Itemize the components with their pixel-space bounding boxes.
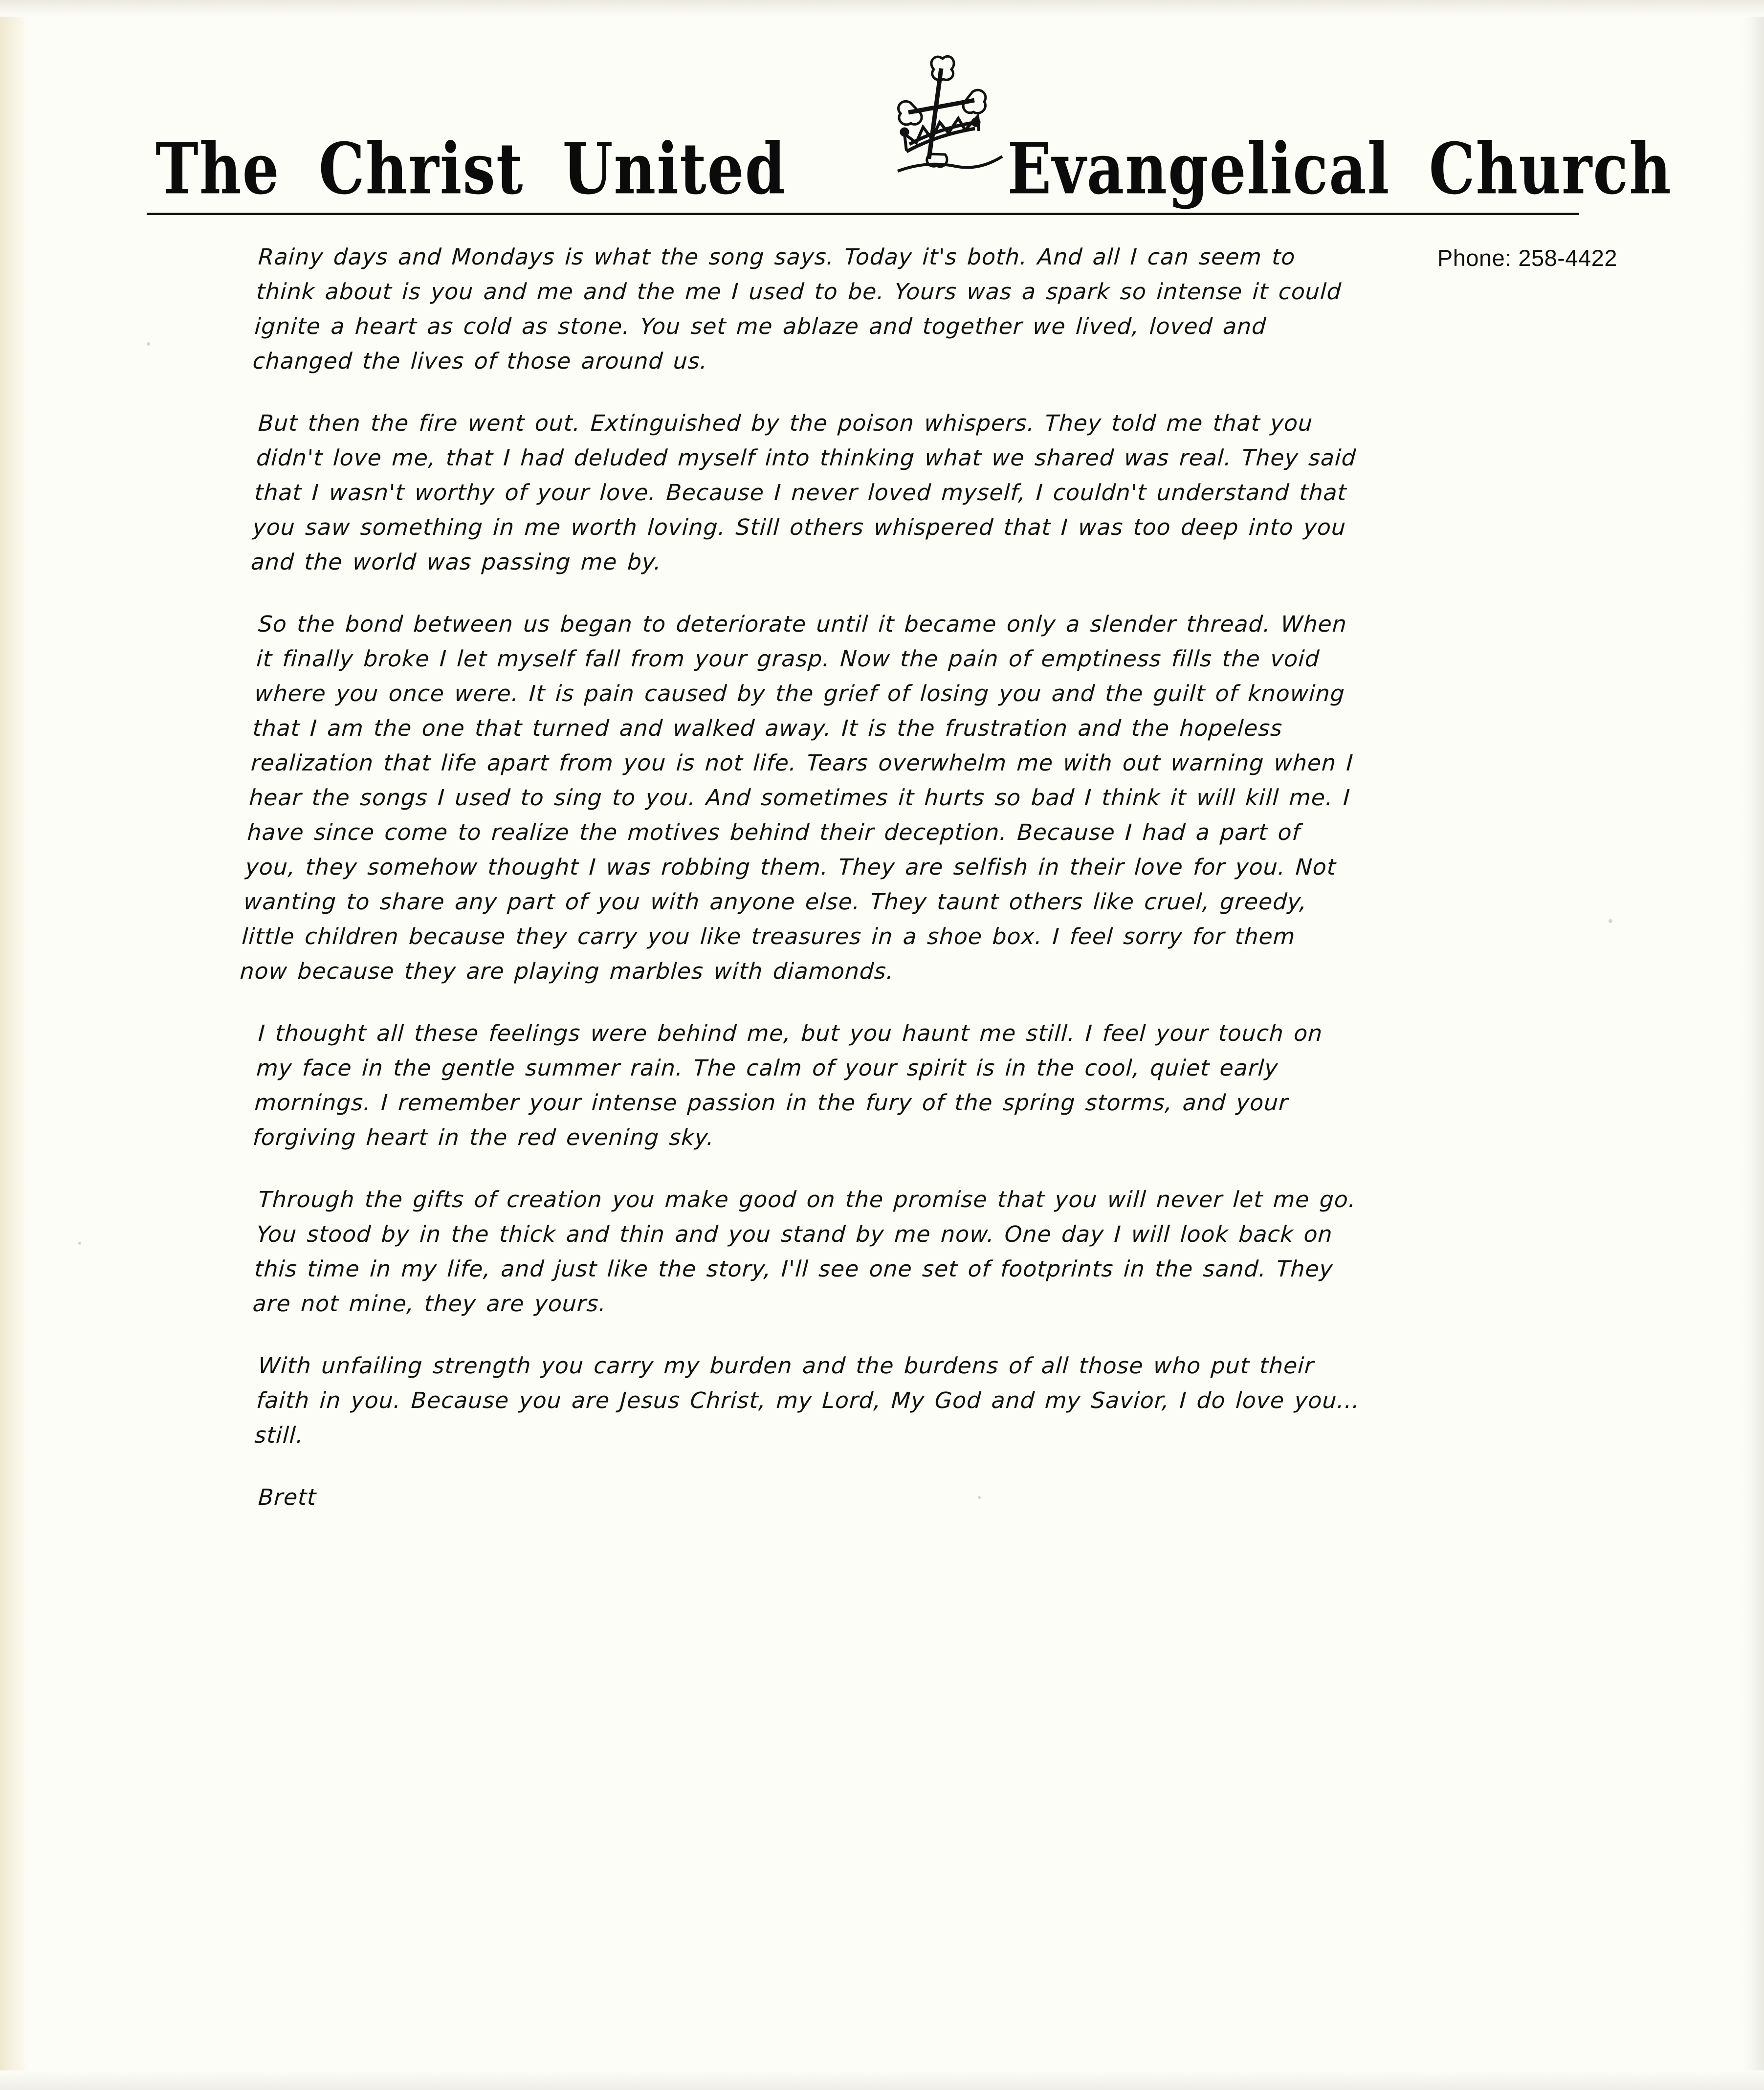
letter-paragraph: So the bond between us began to deteriorate until it became only a slender thread. When it finally broke I let myself fall from your grasp. Now the pain of emptiness fills the void where you once were. It is pain caused by the grief of losing you and the guilt of knowing that I am the one that turned and walked away. It is the frustration and the hopeless realization that life apart from you is not life. Tears overwhelm me with out warning when I hear the songs I used to sing to you. And sometimes it hurts so bad I think it will kill me. I have since come to realize the motives behind their deception. Because I had a part of you, they somehow thought I was robbing them. They are selfish in their love for you. Not wanting to share any part of you with anyone else. They taunt others like cruel, greedy, little children because they carry you like treasures in a shoe box. I feel sorry for them now because they are playing marbles with diamonds. — [239, 611, 1354, 984]
letter-paragraph: But then the fire went out. Extinguished by the poison whispers. They told me that you didn't love me, that I had deluded myself into thinking what we shared was real. They said that I wasn't worthy of your love. Because I never loved myself, I couldn't understand that you saw something in me worth loving. Still others whispered that I was too deep into you and the world was passing me by. — [250, 410, 1357, 575]
letterhead-word-2: Christ — [318, 127, 524, 210]
letter-paragraph: I thought all these feelings were behind me, but you haunt me still. I feel your touch on my face in the gentle summer rain. The calm of your spirit is in the cool, quiet early mornings. I remember your intense passion in the fury of the spring storms, and your forgiving heart in the red evening sky. — [252, 1020, 1323, 1150]
scan-speck — [78, 1242, 81, 1245]
letter-body — [239, 240, 1364, 1515]
letter-paragraph: With unfailing strength you carry my burden and the burdens of all those who put their faith in you. Because you are Jesus Christ, my Lord, My God and my Savior, I do love you... still. — [254, 1353, 1361, 1448]
letterhead — [147, 54, 1672, 215]
letterhead-word-3: United — [562, 127, 787, 210]
letter-signature: Brett — [257, 1484, 317, 1510]
scan-speck — [1609, 919, 1612, 923]
letterhead-title — [147, 127, 1672, 210]
paper-edge-top — [0, 0, 1764, 17]
scan-speck — [147, 342, 150, 346]
letterhead-word-5: Church — [1429, 127, 1672, 210]
letterhead-word-1: The — [155, 127, 280, 210]
letterhead-divider — [147, 213, 1579, 215]
letter-paragraph: Rainy days and Mondays is what the song says. Today it's both. And all I can seem to think about is you and me and the me I used to be. Yours was a spark so intense it could ignite a heart as cold as stone. You set me ablaze and together we lived, loved and changed the lives of those around us. — [252, 244, 1343, 374]
letterhead-word-4: Evangelical — [1007, 127, 1390, 210]
paper-edge-bottom — [0, 2070, 1764, 2090]
letter-paragraph: Through the gifts of creation you make good on the promise that you will never let me go. You stood by in the thick and thin and you stand by me now. One day I will look back on this time in my life, and just like the story, I'll see one set of footprints in the sand. They are not mine, they are yours. — [252, 1187, 1357, 1317]
phone-number: Phone: 258-4422 — [1437, 245, 1617, 271]
paper-edge-right — [1742, 0, 1764, 2090]
paper-edge-left — [0, 0, 30, 2090]
